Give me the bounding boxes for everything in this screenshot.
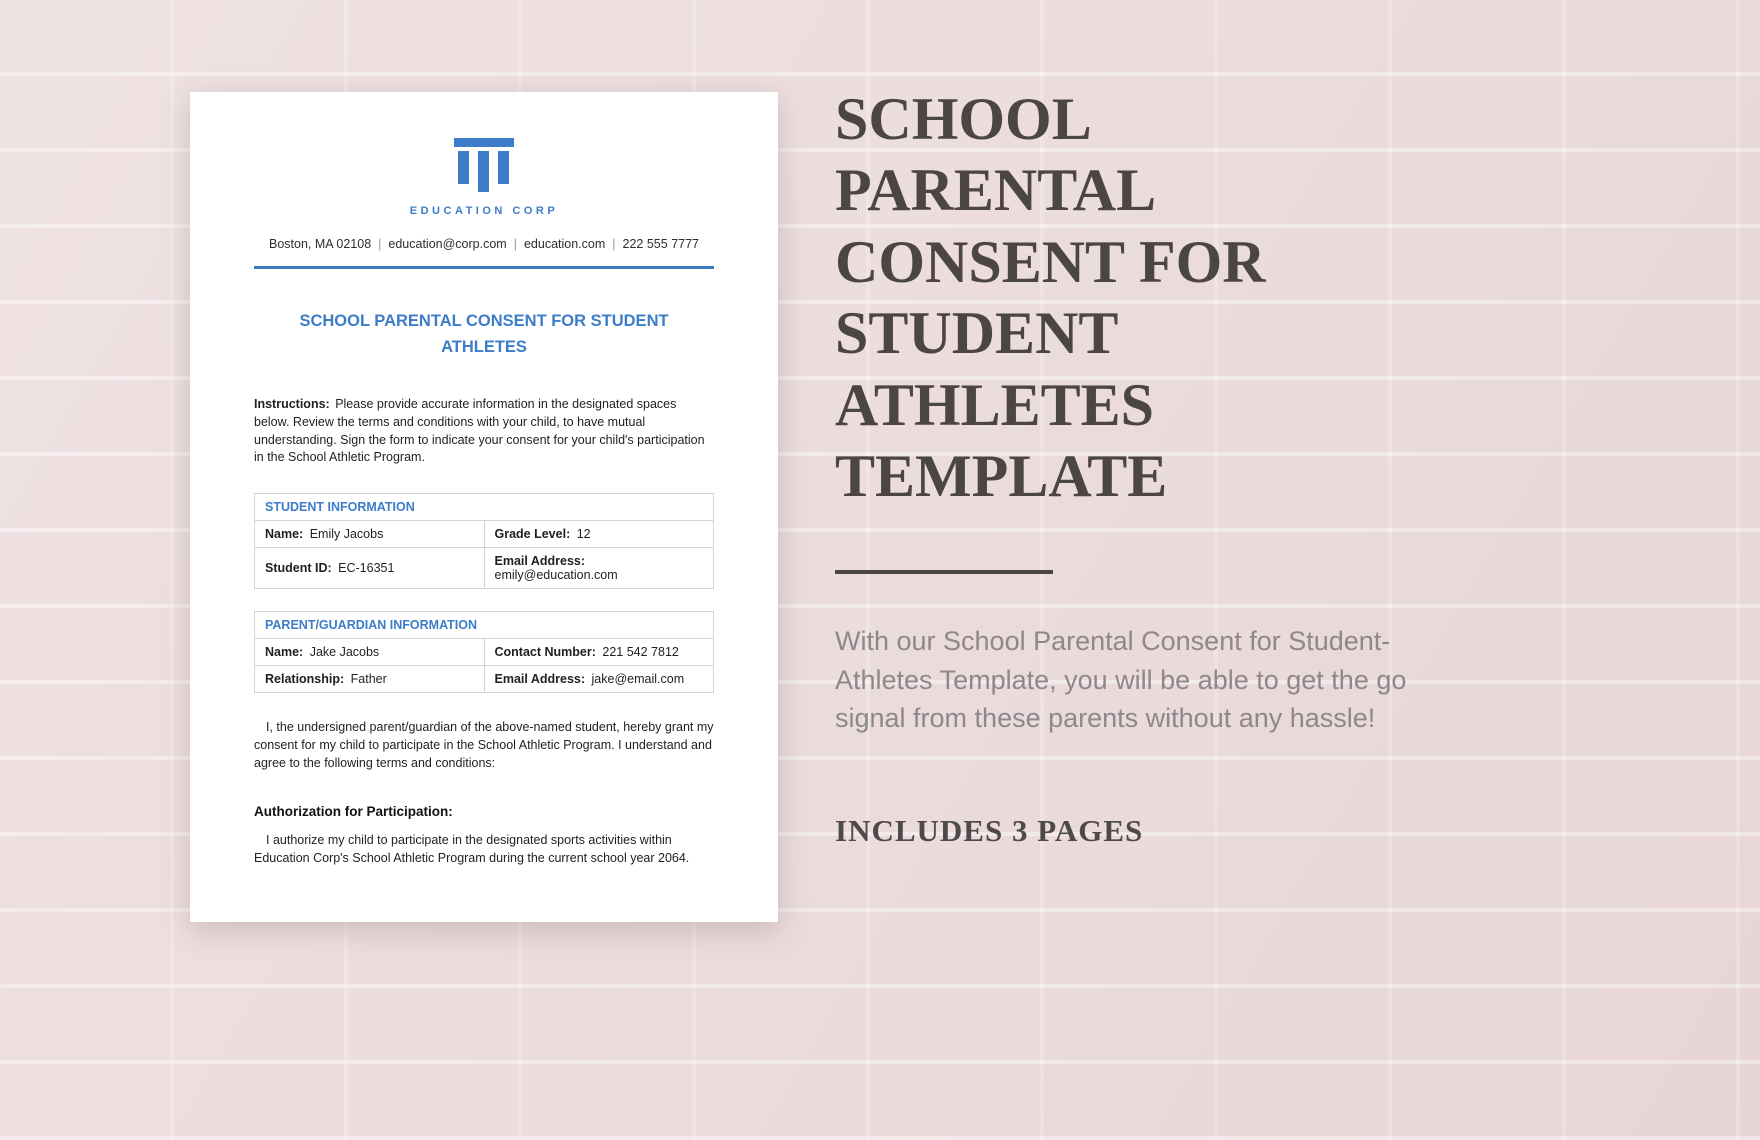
parent-information-table: [254, 611, 714, 693]
field-value: 12: [576, 527, 591, 542]
field-value: 221 542 7812: [602, 645, 679, 660]
promo-divider: [835, 570, 1053, 574]
promo-description: With our School Parental Consent for Student-Athletes Template, you will be able to get the go signal from these parents without any hassle!: [835, 626, 1407, 733]
parent-info-header: PARENT/GUARDIAN INFORMATION: [255, 612, 714, 639]
contact-email: education@corp.com: [388, 237, 507, 251]
authorization-heading: Authorization for Participation:: [254, 804, 453, 820]
table-row: [255, 639, 714, 666]
promo-heading: SCHOOL PARENTAL CONSENT FOR STUDENT ATHLETES TEMPLATE: [835, 86, 1266, 509]
field-label: Name:: [265, 645, 304, 660]
student-info-header: STUDENT INFORMATION: [255, 494, 714, 521]
instructions-text: Please provide accurate information in the designated spaces below. Review the terms and conditions with your child, to have mutual understanding. Sign the form to indicate your consent for your child's participation in the School Athletic Program.: [254, 397, 705, 465]
student-information-table: [254, 493, 714, 589]
field-label: Contact Number:: [494, 645, 596, 660]
brand-name: EDUCATION CORP: [409, 205, 559, 217]
field-label: Email Address:: [494, 554, 586, 569]
parent-name-cell: [255, 639, 485, 666]
field-value: EC-16351: [338, 561, 395, 576]
student-grade-cell: [484, 521, 714, 548]
table-header-row: [255, 494, 714, 521]
header-divider: [254, 266, 714, 269]
student-name-cell: [255, 521, 485, 548]
contact-website: education.com: [523, 237, 606, 251]
contact-location: Boston, MA 02108: [269, 237, 372, 251]
authorization-paragraph: I authorize my child to participate in the designated sports activities within Education Corp's School Athletic Program during the current school year 2064.: [254, 833, 690, 866]
instructions-label: Instructions:: [254, 397, 330, 412]
parent-email-cell: [484, 666, 714, 693]
contact-phone: 222 555 7777: [622, 237, 699, 251]
contact-separator: |: [513, 237, 517, 251]
field-value: Father: [350, 672, 387, 687]
instructions-paragraph: [254, 396, 714, 467]
field-label: Relationship:: [265, 672, 345, 687]
field-label: Grade Level:: [494, 527, 571, 542]
table-row: [255, 521, 714, 548]
field-label: Name:: [265, 527, 304, 542]
document-title: SCHOOL PARENTAL CONSENT FOR STUDENT ATHLETES: [299, 312, 669, 356]
pillars-building-icon: [453, 138, 515, 197]
pages-note: INCLUDES 3 PAGES: [835, 813, 1144, 849]
parent-contact-cell: [484, 639, 714, 666]
logo-block: [254, 138, 714, 217]
field-value: Emily Jacobs: [309, 527, 384, 542]
field-value: Jake Jacobs: [309, 645, 380, 660]
parent-relationship-cell: [255, 666, 485, 693]
field-value: jake@email.com: [591, 672, 685, 687]
student-email-cell: [484, 548, 714, 589]
consent-paragraph: I, the undersigned parent/guardian of the above-named student, hereby grant my consent for my child to participate in the School Athletic Program. I understand and agree to the following terms and conditions:: [254, 720, 714, 770]
field-label: Student ID:: [265, 561, 332, 576]
student-id-cell: [255, 548, 485, 589]
promo-panel: [835, 84, 1495, 849]
field-label: Email Address:: [494, 672, 586, 687]
document-page: [190, 92, 778, 922]
contact-separator: |: [378, 237, 382, 251]
contact-separator: |: [612, 237, 616, 251]
table-header-row: [255, 612, 714, 639]
table-row: [255, 666, 714, 693]
contact-line: [254, 237, 714, 251]
table-row: [255, 548, 714, 589]
field-value: emily@education.com: [494, 568, 618, 583]
